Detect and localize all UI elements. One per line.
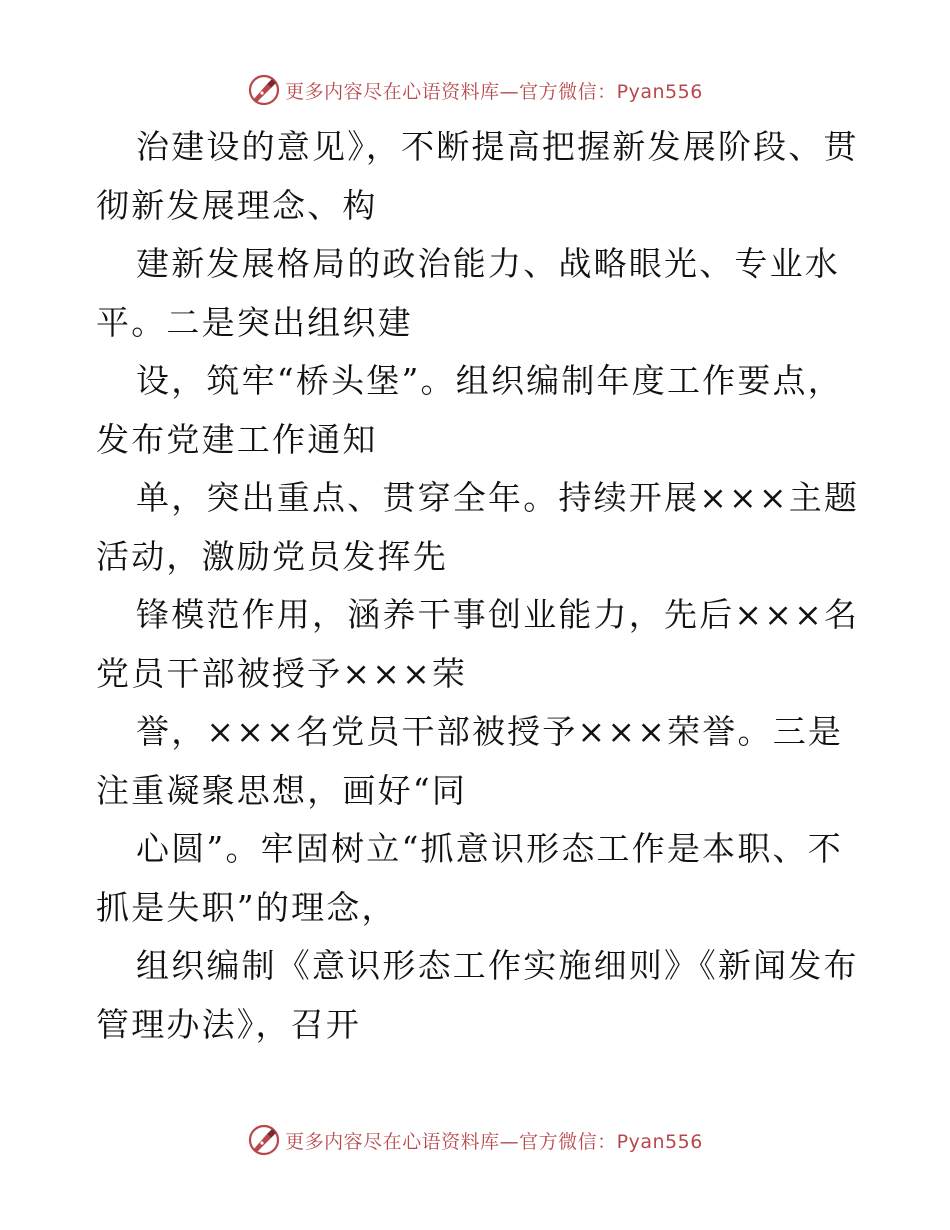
text-line: 平。二是突出组织建	[96, 302, 413, 342]
text-line: 设，筑牢“桥头堡”。组织编制年度工作要点，	[136, 361, 843, 400]
text-line: 管理办法》，召开	[96, 1004, 362, 1044]
text-line: 注重凝聚思想，画好“同	[96, 770, 468, 810]
text-line: 建新发展格局的政治能力、战略眼光、专业水	[136, 244, 840, 283]
text-line: 抓是失职”的理念，	[96, 887, 397, 927]
text-line: 心圆”。牢固树立“抓意识形态工作是本职、不	[136, 829, 843, 868]
body-text	[96, 118, 866, 1054]
text-line: 治建设的意见》，不断提高把握新发展阶段、贯	[136, 127, 859, 166]
text-line: 锋模范作用，涵养干事创业能力，先后×××名	[136, 595, 860, 634]
text-line: 党员干部被授予×××荣	[96, 653, 468, 693]
footer-watermark	[0, 1120, 950, 1160]
text-line: 彻新发展理念、构	[96, 185, 378, 225]
text-line: 誉，×××名党员干部被授予×××荣誉。三是	[136, 712, 844, 751]
text-line: 发布党建工作通知	[96, 419, 378, 459]
pen-nib-icon	[247, 1123, 281, 1157]
text-line: 单，突出重点、贯穿全年。持续开展×××主题	[136, 478, 860, 517]
text-line: 活动，激励党员发挥先	[96, 536, 448, 576]
pen-nib-icon	[247, 73, 281, 107]
footer-watermark-text: 更多内容尽在心语资料库—官方微信：Pyan556	[285, 1130, 703, 1153]
header-watermark-text: 更多内容尽在心语资料库—官方微信：Pyan556	[285, 80, 703, 103]
header-watermark	[0, 70, 950, 110]
text-line: 组织编制《意识形态工作实施细则》《新闻发布	[136, 946, 859, 985]
